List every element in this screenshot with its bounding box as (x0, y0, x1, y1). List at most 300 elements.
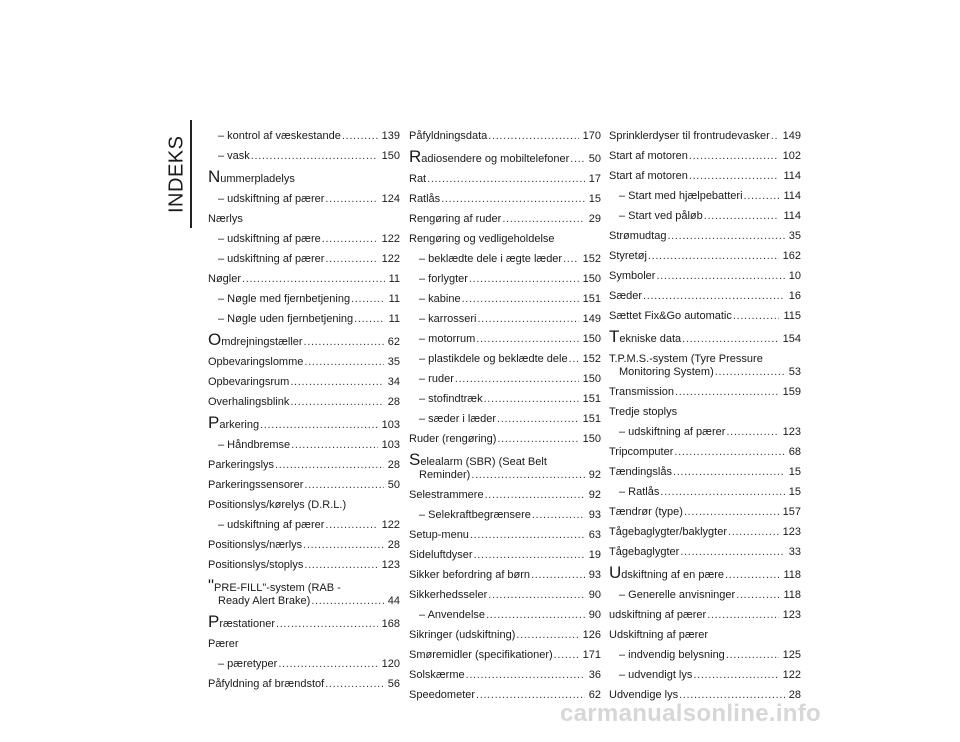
page-number: 114 (783, 170, 801, 182)
page-number: 125 (782, 649, 801, 661)
entry-text: Selestrammere (409, 489, 484, 501)
entry-text: Rengøring og vedligeholdelse (409, 233, 555, 245)
page-number: 62 (387, 336, 400, 348)
page-number: 122 (381, 253, 400, 265)
page-number: 124 (381, 193, 400, 205)
index-entry (208, 150, 400, 163)
section-initial: S (409, 450, 421, 469)
dot-leader (684, 506, 779, 519)
entry-text: – sæder i læder (419, 413, 497, 425)
entry-text: Styretøj (609, 250, 647, 262)
index-entry (609, 190, 801, 203)
entry-text: Tændingslås (609, 466, 672, 478)
index-entry (609, 150, 801, 163)
watermark: carmanualsonline.info (560, 700, 822, 727)
entry-text: Setup-menu (409, 529, 469, 541)
index-entry (409, 450, 601, 482)
page-number: 122 (381, 233, 400, 245)
page-number: 36 (588, 669, 601, 681)
index-entry (409, 353, 601, 366)
entry-text-continued: Reminder) (419, 469, 471, 481)
entry-text: Sikringer (udskiftning) (409, 629, 516, 641)
index-entry (409, 529, 601, 542)
dot-leader (728, 526, 779, 539)
entry-text: Udvendige lys (609, 689, 679, 701)
index-entry (609, 546, 801, 559)
index-entry (409, 130, 601, 143)
entry-text: Påfyldningsdata (409, 130, 488, 142)
dot-leader (477, 313, 578, 326)
index-entry (208, 233, 400, 246)
index-entry (609, 466, 801, 479)
page-number: 115 (783, 310, 801, 322)
dot-leader (351, 293, 385, 306)
index-entry (208, 313, 400, 326)
index-entry (208, 356, 400, 369)
index-entry (208, 193, 400, 206)
entry-text: Symboler (609, 270, 656, 282)
entry-text: Start af motoren (609, 170, 688, 182)
dot-leader (488, 589, 584, 602)
dot-leader (311, 595, 383, 608)
dot-leader (733, 310, 780, 323)
page-number: 170 (582, 130, 601, 142)
page-number: 34 (387, 376, 400, 388)
page-number: 159 (782, 386, 801, 398)
entry-text: Rat (409, 173, 427, 185)
dot-leader (689, 150, 779, 163)
entry-text: Start af motoren (609, 150, 688, 162)
page-number: 103 (381, 419, 400, 431)
dot-leader (502, 213, 584, 226)
dot-leader (771, 130, 779, 143)
dot-leader (251, 150, 378, 163)
dot-leader (304, 479, 383, 492)
side-divider (190, 120, 192, 228)
index-entry (409, 433, 601, 446)
index-entry (609, 426, 801, 439)
page-number: 11 (388, 293, 400, 305)
dot-leader (532, 509, 585, 522)
entry-text: Udskiftning af pærer (609, 629, 709, 641)
dot-leader (354, 313, 384, 326)
entry-text: PRE-FILL"-system (RAB - (214, 582, 341, 594)
dot-leader (693, 669, 778, 682)
dot-leader (275, 459, 384, 472)
index-entry (409, 333, 601, 346)
index-entry (208, 576, 400, 608)
page-number: 35 (387, 356, 400, 368)
index-entry (409, 509, 601, 522)
dot-leader (470, 529, 585, 542)
section-initial: P (208, 612, 220, 631)
index-entry (208, 638, 400, 651)
index-column-3 (609, 130, 801, 709)
page-number: 123 (782, 609, 801, 621)
index-column-2 (409, 130, 601, 709)
index-entry (409, 147, 601, 166)
index-entry (609, 310, 801, 323)
dot-leader (682, 333, 778, 346)
entry-text: Opbevaringslomme (208, 356, 304, 368)
page-number: 17 (588, 173, 601, 185)
index-entry (609, 506, 801, 519)
dot-leader (325, 678, 384, 691)
index-entry (208, 519, 400, 532)
entry-text: mdrejningstæller (221, 336, 303, 348)
section-initial: P (208, 413, 220, 432)
dot-leader (707, 609, 778, 622)
dot-leader (484, 393, 579, 406)
page-number: 50 (588, 153, 601, 165)
dot-leader (648, 250, 779, 263)
entry-text: – Generelle anvisninger (619, 589, 736, 601)
index-entry (409, 413, 601, 426)
entry-text: – kabine (419, 293, 461, 305)
page-number: 122 (782, 669, 801, 681)
index-entry (609, 649, 801, 662)
dot-leader (242, 273, 385, 286)
dot-leader (462, 293, 579, 306)
page-number: 150 (381, 150, 400, 162)
entry-text: – plastikdele og beklædte dele (419, 353, 568, 365)
index-entry (208, 459, 400, 472)
index-entry (609, 589, 801, 602)
entry-text: Rengøring af ruder (409, 213, 502, 225)
entry-text: Ratlås (409, 193, 441, 205)
entry-text: – ruder (419, 373, 454, 385)
index-entry (409, 253, 601, 266)
page-number: 149 (782, 130, 801, 142)
entry-text: – Anvendelse (419, 609, 486, 621)
index-entry (609, 629, 801, 642)
dot-leader (455, 373, 579, 386)
side-title: INDEKS (165, 135, 188, 213)
entry-text: – udskiftning af pærer (218, 193, 325, 205)
page-number: 150 (582, 433, 601, 445)
entry-text: – Start ved påløb (619, 210, 703, 222)
page-number: 103 (381, 439, 400, 451)
page-number: 150 (582, 273, 601, 285)
page-number: 10 (788, 270, 801, 282)
entry-text: udskiftning af pærer (609, 609, 707, 621)
dot-leader (570, 153, 584, 166)
entry-text: Sideluftdyser (409, 549, 473, 561)
index-entry (208, 479, 400, 492)
entry-text: Påfyldning af brændstof (208, 678, 325, 690)
index-entry (409, 233, 601, 246)
page-number: 90 (588, 589, 601, 601)
index-entry (609, 353, 801, 379)
entry-text: Nøgler (208, 273, 242, 285)
dot-leader (516, 629, 578, 642)
page-number: 114 (783, 190, 801, 202)
index-entry (609, 669, 801, 682)
dot-leader (441, 193, 585, 206)
entry-text: Tændrør (type) (609, 506, 683, 518)
entry-text: – Nøgle uden fjernbetjening (218, 313, 354, 325)
entry-text: – udskiftning af pærer (619, 426, 726, 438)
dot-leader (704, 210, 780, 223)
index-entry (409, 313, 601, 326)
dot-leader (744, 190, 780, 203)
page-number: 15 (788, 486, 801, 498)
page-number: 123 (782, 526, 801, 538)
index-entry (609, 170, 801, 183)
entry-text: Ruder (rengøring) (409, 433, 497, 445)
dot-leader (304, 336, 384, 349)
entry-text: Tripcomputer (609, 446, 674, 458)
index-entry (409, 193, 601, 206)
entry-text: Pærer (208, 638, 239, 650)
entry-text: Opbevaringsrum (208, 376, 290, 388)
index-entry (609, 210, 801, 223)
page-number: 157 (782, 506, 801, 518)
entry-text: Sættet Fix&Go automatic (609, 310, 732, 322)
index-column-1 (208, 130, 400, 698)
index-entry (409, 273, 601, 286)
page-number: 63 (588, 529, 601, 541)
dot-leader (643, 290, 785, 303)
dot-leader (486, 609, 585, 622)
entry-text: T.P.M.S.-system (Tyre Pressure (609, 353, 763, 365)
index-entry (409, 549, 601, 562)
dot-leader (276, 618, 378, 631)
dot-leader (675, 386, 779, 399)
entry-text: – udskiftning af pærer (218, 253, 325, 265)
dot-leader (476, 333, 578, 346)
entry-text: – udskiftning af pærer (218, 519, 325, 531)
page-number: 122 (381, 519, 400, 531)
page-number: 50 (387, 479, 400, 491)
index-entry (609, 386, 801, 399)
entry-text-continued: Monitoring System) (619, 366, 714, 378)
entry-text: – karrosseri (419, 313, 477, 325)
entry-text: Overhalingsblink (208, 396, 290, 408)
entry-text: – Ratlås (619, 486, 660, 498)
entry-text: – Håndbremse (218, 439, 291, 451)
index-entry (609, 486, 801, 499)
index-entry (609, 270, 801, 283)
page-number: 28 (387, 539, 400, 551)
dot-leader (260, 419, 378, 432)
index-entry (208, 330, 400, 349)
entry-text: – motorrum (419, 333, 476, 345)
index-entry (409, 609, 601, 622)
page-number: 15 (588, 193, 601, 205)
index-entry (409, 393, 601, 406)
dot-leader (554, 649, 579, 662)
index-entry (208, 539, 400, 552)
dot-leader (325, 253, 377, 266)
page-number: 149 (582, 313, 601, 325)
index-entry (409, 649, 601, 662)
page-number: 168 (381, 618, 400, 630)
entry-text: Positionslys/nærlys (208, 539, 303, 551)
index-entry (609, 609, 801, 622)
entry-text: – udvendigt lys (619, 669, 693, 681)
page-number: 33 (788, 546, 801, 558)
page-number: 123 (381, 559, 400, 571)
dot-leader (726, 426, 778, 439)
page-number: 139 (381, 130, 400, 142)
entry-text: Positionslys/stoplys (208, 559, 304, 571)
dot-leader (291, 439, 377, 452)
entry-text: Positionslys/kørelys (D.R.L.) (208, 499, 347, 511)
page-number: 151 (582, 413, 601, 425)
dot-leader (322, 233, 378, 246)
index-entry (208, 413, 400, 432)
dot-leader (667, 230, 784, 243)
page-number: 152 (582, 353, 601, 365)
index-entry (409, 589, 601, 602)
page-number: 154 (782, 333, 801, 345)
page-number: 15 (788, 466, 801, 478)
index-entry (609, 406, 801, 419)
entry-text: arkering (219, 419, 260, 431)
index-entry (409, 173, 601, 186)
page-number: 118 (783, 569, 801, 581)
entry-text: – Nøgle med fjernbetjening (218, 293, 351, 305)
page-number: 102 (782, 150, 801, 162)
section-initial: " (208, 576, 215, 595)
dot-leader (497, 413, 579, 426)
dot-leader (563, 253, 579, 266)
dot-leader (474, 549, 585, 562)
section-initial: U (609, 563, 622, 582)
entry-text: – Start med hjælpebatteri (619, 190, 743, 202)
index-entry (208, 678, 400, 691)
dot-leader (674, 446, 784, 459)
page-number: 118 (783, 589, 801, 601)
dot-leader (569, 353, 579, 366)
dot-leader (325, 193, 377, 206)
index-entry (208, 293, 400, 306)
index-entry (208, 658, 400, 671)
index-entry (609, 230, 801, 243)
dot-leader (689, 170, 780, 183)
page-number: 19 (588, 549, 601, 561)
index-entry (409, 669, 601, 682)
index-entry (208, 439, 400, 452)
page-number: 151 (582, 293, 601, 305)
entry-text: – pæretyper (218, 658, 278, 670)
page-number: 28 (387, 459, 400, 471)
index-entry (208, 612, 400, 631)
entry-text: Parkeringslys (208, 459, 275, 471)
index-entry (208, 376, 400, 389)
section-initial: T (609, 327, 620, 346)
page-number: 123 (782, 426, 801, 438)
entry-text: ummerpladelys (220, 173, 295, 185)
entry-text: – vask (218, 150, 250, 162)
dot-leader (290, 376, 383, 389)
page-number: 62 (588, 689, 601, 701)
entry-text: – beklædte dele i ægte læder (419, 253, 563, 265)
index-entry (409, 489, 601, 502)
entry-text: Tredje stoplys (609, 406, 678, 418)
entry-text: ræstationer (219, 618, 275, 630)
page-number: 150 (582, 333, 601, 345)
entry-text: Sæder (609, 290, 643, 302)
page-number: 28 (788, 689, 801, 701)
index-entry (208, 167, 400, 186)
index-entry (609, 563, 801, 582)
section-initial: R (409, 147, 422, 166)
entry-text: Speedometer (409, 689, 476, 701)
dot-leader (304, 559, 377, 572)
entry-text: – indvendig belysning (619, 649, 725, 661)
dot-leader (725, 569, 779, 582)
page-number: 28 (387, 396, 400, 408)
index-entry (609, 290, 801, 303)
entry-text: dskiftning af en pære (621, 569, 725, 581)
index-entry (609, 250, 801, 263)
index-entry (208, 499, 400, 512)
entry-text: Sprinklerdyser til frontrudevasker (609, 130, 770, 142)
index-entry (609, 130, 801, 143)
entry-text: – stofindtræk (419, 393, 483, 405)
dot-leader (304, 356, 383, 369)
dot-leader (325, 519, 377, 532)
entry-text: elealarm (SBR) (Seat Belt (420, 456, 547, 468)
entry-text: Smøremidler (specifikationer) (409, 649, 553, 661)
index-entry (208, 273, 400, 286)
page-number: 162 (782, 250, 801, 262)
page-number: 151 (582, 393, 601, 405)
entry-text: – udskiftning af pære (218, 233, 321, 245)
dot-leader (342, 130, 378, 143)
entry-text: Strømudtag (609, 230, 667, 242)
index-entry (208, 253, 400, 266)
index-entry (409, 213, 601, 226)
section-initial: N (208, 167, 221, 186)
dot-leader (466, 669, 585, 682)
dot-leader (736, 589, 779, 602)
entry-text: Solskærme (409, 669, 465, 681)
dot-leader (726, 649, 779, 662)
dot-leader (715, 366, 785, 379)
page-number: 152 (582, 253, 601, 265)
index-entry (409, 629, 601, 642)
entry-text: Transmission (609, 386, 674, 398)
dot-leader (278, 658, 377, 671)
index-entry (609, 446, 801, 459)
index-entry (208, 213, 400, 226)
entry-text: adiosendere og mobiltelefoner (421, 153, 570, 165)
page-number: 16 (788, 290, 801, 302)
dot-leader (660, 486, 784, 499)
index-entry (208, 559, 400, 572)
dot-leader (427, 173, 585, 186)
page-number: 150 (582, 373, 601, 385)
dot-leader (485, 489, 585, 502)
page-number: 93 (588, 509, 601, 521)
section-initial: O (208, 330, 222, 349)
entry-text: – forlygter (419, 273, 468, 285)
dot-leader (303, 539, 384, 552)
entry-text: Nærlys (208, 213, 243, 225)
page-number: 11 (388, 273, 400, 285)
page-number: 120 (381, 658, 400, 670)
entry-text: Sikkerhedsseler (409, 589, 488, 601)
dot-leader (680, 546, 784, 559)
index-entry (409, 293, 601, 306)
page-number: 90 (588, 609, 601, 621)
entry-text: ekniske data (619, 333, 682, 345)
page-number: 171 (582, 649, 601, 661)
entry-text: – kontrol af væskestande (218, 130, 341, 142)
